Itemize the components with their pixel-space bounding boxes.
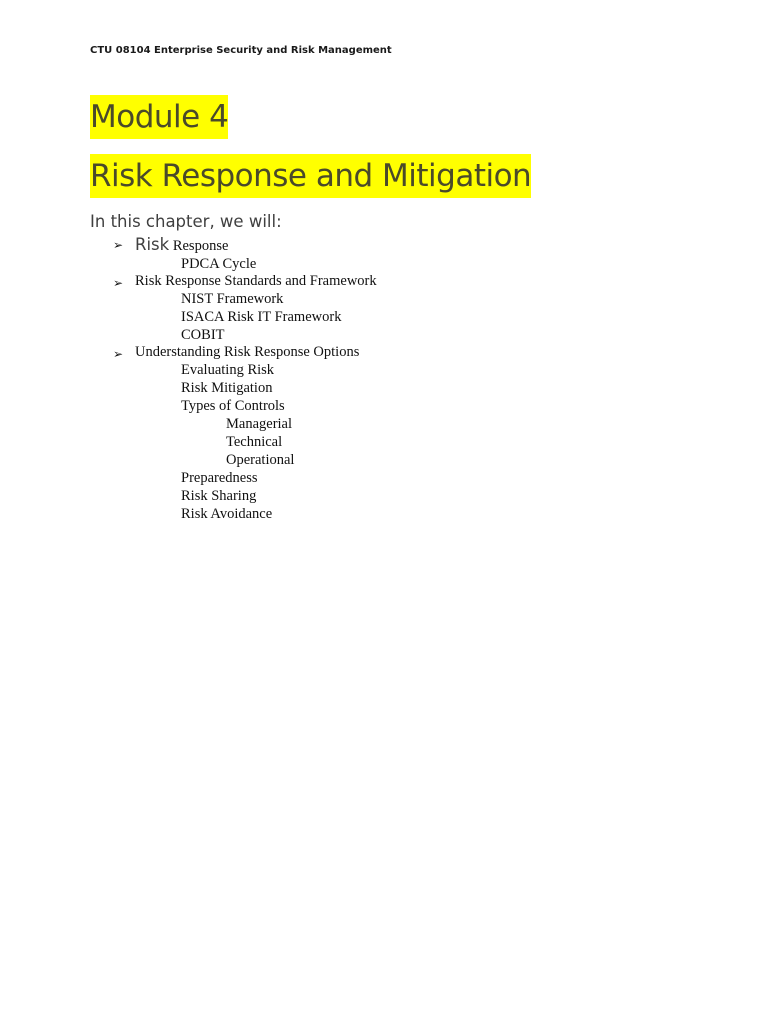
outline-control-type: Technical — [226, 434, 283, 450]
arrow-bullet-icon: ➢ — [113, 276, 124, 290]
outline-section-standards: Risk Response Standards and Framework — [135, 273, 377, 289]
outline-subitem: Risk Mitigation — [181, 380, 273, 396]
chapter-intro: In this chapter, we will: — [90, 212, 282, 231]
outline-subitem: Evaluating Risk — [181, 362, 275, 378]
outline-subitem: Risk Sharing — [181, 488, 257, 504]
arrow-bullet-icon: ➢ — [113, 238, 124, 252]
outline-section-rest: Response — [169, 238, 229, 254]
module-title-heading: Risk Response and Mitigation — [90, 154, 531, 198]
outline-subitem: Preparedness — [181, 470, 258, 486]
outline-subitem: Risk Avoidance — [181, 506, 273, 522]
outline-control-type: Operational — [226, 452, 295, 468]
outline-subitem: Types of Controls — [181, 398, 285, 414]
module-number-heading: Module 4 — [90, 95, 228, 139]
running-header: CTU 08104 Enterprise Security and Risk Management — [90, 45, 392, 56]
outline-subitem: COBIT — [181, 327, 225, 343]
outline-section-response-options: Understanding Risk Response Options — [135, 344, 360, 360]
outline-control-type: Managerial — [226, 416, 293, 432]
outline-subitem: PDCA Cycle — [181, 256, 257, 272]
outline-subitem: ISACA Risk IT Framework — [181, 309, 342, 325]
arrow-bullet-icon: ➢ — [113, 347, 124, 361]
outline-section-risk-response — [135, 235, 228, 255]
outline-subitem: NIST Framework — [181, 291, 284, 307]
outline-section-lead-word: Risk — [135, 235, 170, 254]
